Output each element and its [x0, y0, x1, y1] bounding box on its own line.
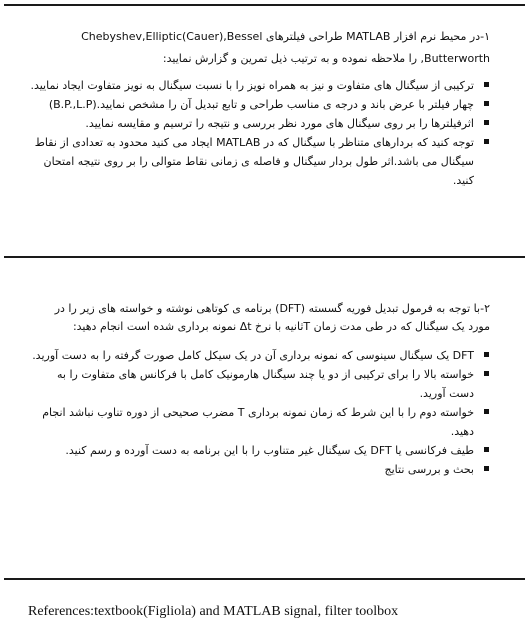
list-item: توجه کنید که بردارهای متناظر با سیگنال که در MATLAB ایجاد می کنید محدود به تعدادی از نقاط سیگنال می باشد.اثر طول بردار سیگنال و فاصله ی زمانی نقاط متوالی را بر روی نتیجه امتحان کنید. — [30, 133, 490, 190]
question-1-intro-line-2: Butterworth, را ملاحظه نموده و به ترتیب ذیل تمرین و گزارش نمایید: — [162, 52, 490, 65]
question-2-list — [30, 346, 490, 479]
top-rule — [4, 4, 525, 6]
list-item: بحث و بررسی نتایج — [30, 460, 490, 479]
list-item: DFT یک سیگنال سینوسی که نمونه برداری آن در یک سیکل کامل صورت گرفته را به دست آورید. — [30, 346, 490, 365]
question-2-intro: ۲-با توجه به فرمول تبدیل فوریه گسسته (DFT) برنامه ی کوتاهی نوشته و خواسته های زیر را در مورد یک سیگنال که در طی مدت زمان Tثانیه با نرخ Δt نمونه برداری شده است انجام دهید: — [54, 302, 490, 333]
references-line: References:textbook(Figliola) and MATLAB signal, filter toolbox — [28, 604, 399, 619]
list-item: چهار فیلتر با عرض باند و درجه ی مناسب طراحی و تابع تبدیل آن را مشخص نمایید.(B.P.,L.P) — [30, 95, 490, 114]
list-item: طیف فرکانسی یا DFT یک سیگنال غیر متناوب را با این برنامه به دست آورده و رسم کنید. — [30, 441, 490, 460]
question-1-list — [30, 76, 490, 190]
question-2 — [30, 300, 490, 479]
list-item: اثرفیلترها را بر روی سیگنال های مورد نظر بررسی و نتیجه را ترسیم و مقایسه نمایید. — [30, 114, 490, 133]
question-1-intro-line-1: ۱-در محیط نرم افزار MATLAB طراحی فیلترهای Chebyshev,Elliptic(Cauer),Bessel — [81, 30, 490, 43]
list-item: خواسته دوم را با این شرط که زمان نمونه برداری T مضرب صحیحی از دوره تناوب نباشد انجام دهید. — [30, 403, 490, 441]
bottom-rule — [4, 578, 525, 580]
list-item: ترکیبی از سیگنال های متفاوت و نیز به همراه نویز را با نسبت سیگنال به نویز متفاوت ایجاد نمایید. — [30, 76, 490, 95]
section-divider — [4, 256, 525, 258]
list-item: خواسته بالا را برای ترکیبی از دو یا چند سیگنال هارمونیک کامل با فرکانس های متفاوت را به دست آورید. — [30, 365, 490, 403]
question-1 — [30, 26, 490, 190]
